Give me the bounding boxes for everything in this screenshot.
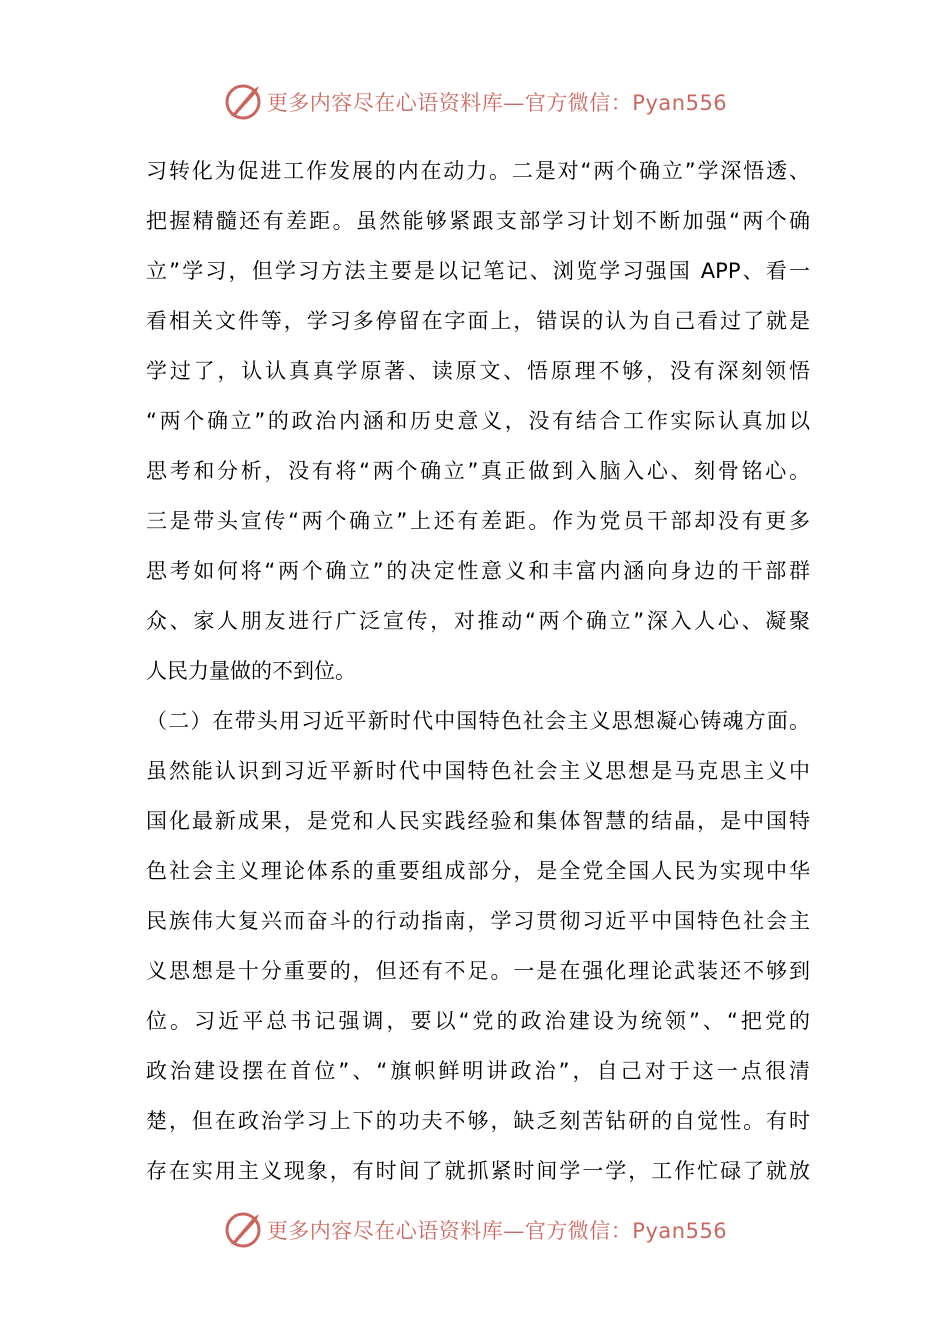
footer-banner [0, 1208, 950, 1252]
text-line: 习转化为促进工作发展的内在动力。二是对“两个确立”学深悟透、 [146, 159, 810, 183]
quill-logo-icon [223, 82, 263, 122]
text-line: 位。习近平总书记强调，要以“党的政治建设为统领”、“把党的 [146, 1009, 810, 1033]
text-line: 思考如何将“两个确立”的决定性意义和丰富内涵向身边的干部群 [146, 559, 810, 583]
text-line: 学过了，认认真真学原著、读原文、悟原理不够，没有深刻领悟 [146, 359, 810, 383]
header-banner [0, 80, 950, 124]
text-line: 义思想是十分重要的，但还有不足。一是在强化理论武装还不够到 [146, 959, 810, 983]
document-body [146, 146, 810, 1196]
text-line: 思考和分析，没有将“两个确立”真正做到入脑入心、刻骨铭心。 [146, 459, 810, 483]
text-line: 色社会主义理论体系的重要组成部分，是全党全国人民为实现中华 [146, 859, 810, 883]
text-line: 楚，但在政治学习上下的功夫不够，缺乏刻苦钻研的自觉性。有时 [146, 1109, 810, 1133]
text-line: 立”学习，但学习方法主要是以记笔记、浏览学习强国 APP、看一 [146, 259, 810, 283]
text-line: 国化最新成果，是党和人民实践经验和集体智慧的结晶，是中国特 [146, 809, 810, 833]
text-line: 看相关文件等，学习多停留在字面上，错误的认为自己看过了就是 [146, 309, 810, 333]
section-heading: （二）在带头用习近平新时代中国特色社会主义思想凝心铸魂方面。 [146, 709, 810, 733]
text-line: 人民力量做的不到位。 [146, 659, 356, 683]
footer-banner-text: 更多内容尽在心语资料库—官方微信：Pyan556 [266, 1219, 728, 1243]
text-line: 虽然能认识到习近平新时代中国特色社会主义思想是马克思主义中 [146, 759, 810, 783]
text-line: 三是带头宣传“两个确立”上还有差距。作为党员干部却没有更多 [146, 509, 810, 533]
text-line: 民族伟大复兴而奋斗的行动指南，学习贯彻习近平中国特色社会主 [146, 909, 810, 933]
text-line: “两个确立”的政治内涵和历史意义，没有结合工作实际认真加以 [146, 409, 810, 433]
text-line: 众、家人朋友进行广泛宣传，对推动“两个确立”深入人心、凝聚 [146, 609, 810, 633]
text-line: 政治建设摆在首位”、“旗帜鲜明讲政治”，自己对于这一点很清 [146, 1059, 810, 1083]
header-banner-text: 更多内容尽在心语资料库—官方微信：Pyan556 [266, 91, 728, 115]
quill-logo-icon [223, 1210, 263, 1250]
text-line: 存在实用主义现象，有时间了就抓紧时间学一学，工作忙碌了就放 [146, 1159, 810, 1183]
text-line: 把握精髓还有差距。虽然能够紧跟支部学习计划不断加强“两个确 [146, 209, 810, 233]
